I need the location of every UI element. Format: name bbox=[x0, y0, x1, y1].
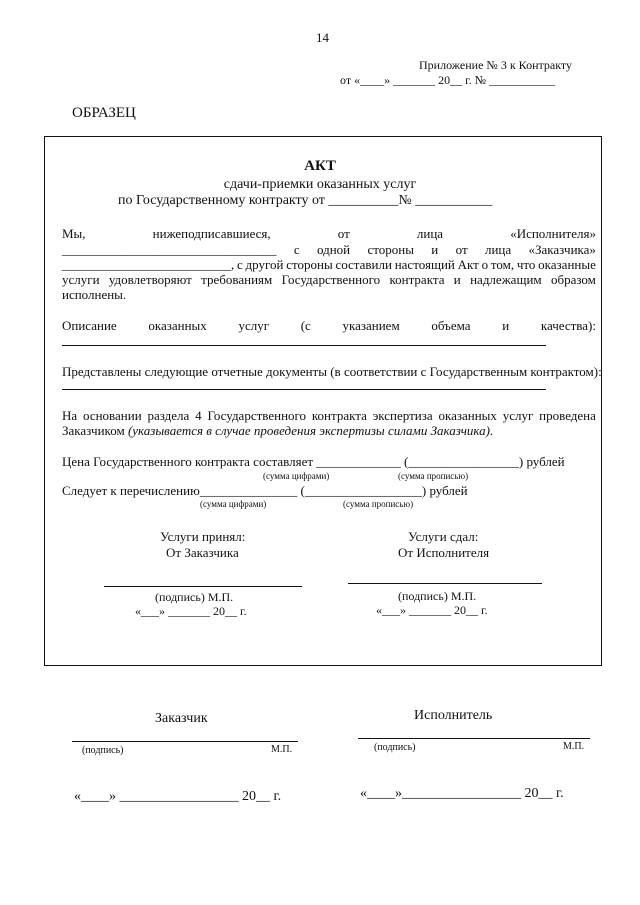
intro-word: стороны bbox=[367, 242, 414, 257]
expertise-word: проведена bbox=[539, 408, 596, 423]
expertise-word: 4 bbox=[195, 408, 202, 423]
price-line: Цена Государственного контракта составляет _____________ (_________________) рублей bbox=[62, 454, 565, 469]
intro-word: составили bbox=[335, 257, 392, 272]
intro-line-5: исполнены. bbox=[62, 287, 127, 302]
act-subtitle: сдачи-приемки оказанных услуг bbox=[223, 177, 417, 192]
intro-word: о bbox=[481, 257, 489, 272]
footer-signature-line-right bbox=[358, 738, 590, 739]
expertise-line-1 bbox=[62, 408, 596, 424]
signature-line-contractor bbox=[348, 583, 542, 584]
description-word: объема bbox=[431, 318, 471, 333]
intro-word: настоящий bbox=[394, 257, 455, 272]
footer-date-right: «____»_________________ 20__ г. bbox=[360, 786, 564, 801]
intro-word: __________________________, bbox=[62, 257, 235, 272]
intro-word: одной bbox=[316, 242, 351, 257]
intro-word: что bbox=[516, 257, 536, 272]
intro-line-3 bbox=[62, 257, 596, 273]
intro-word: контракта bbox=[389, 272, 445, 287]
footer-signature-line-left bbox=[72, 741, 298, 742]
intro-word: стороны bbox=[286, 257, 333, 272]
expertise-word: оказанных bbox=[438, 408, 497, 423]
transfer-hint-words: (сумма прописью) bbox=[343, 499, 414, 509]
intro-word: удовлетворяют bbox=[108, 272, 192, 287]
footer-sign-hint-right: (подпись) bbox=[374, 742, 416, 753]
expertise-text: Заказчиком bbox=[62, 423, 128, 438]
appendix-reference: Приложение № 3 к Контракту bbox=[419, 58, 572, 72]
description-word: указанием bbox=[342, 318, 400, 333]
intro-word: надлежащим bbox=[470, 272, 542, 287]
footer-contractor: Исполнитель bbox=[414, 708, 493, 723]
intro-word: «Заказчика» bbox=[528, 242, 596, 257]
description-word: Описание bbox=[62, 318, 117, 333]
footer-sign-hint-left: (подпись) bbox=[82, 745, 124, 756]
accepted-from: От Заказчика bbox=[166, 545, 239, 560]
sign-date-right: «___» _______ 20__ г. bbox=[376, 603, 488, 617]
intro-word: образом bbox=[550, 272, 596, 287]
intro-word: оказанные bbox=[538, 257, 596, 272]
intro-word: с bbox=[293, 242, 300, 257]
expertise-note: (указывается в случае проведения экспертизы силами Заказчика). bbox=[127, 423, 494, 438]
handed-from: От Исполнителя bbox=[398, 545, 490, 560]
accepted-title: Услуги принял: bbox=[160, 529, 246, 544]
act-title: АКТ bbox=[304, 158, 336, 174]
signature-line-customer bbox=[104, 586, 302, 587]
intro-word: Акт bbox=[457, 257, 479, 272]
expertise-word: услуг bbox=[502, 408, 534, 423]
intro-word: услуги bbox=[62, 272, 100, 287]
intro-word: требованиям bbox=[201, 272, 273, 287]
expertise-line-2 bbox=[62, 423, 493, 439]
documents-line: Представлены следующие отчетные документы (в соответствии с Государственным контрактом): bbox=[62, 364, 602, 379]
footer-mp-right: М.П. bbox=[563, 741, 585, 752]
transfer-hint-digits: (сумма цифрами) bbox=[200, 499, 267, 509]
intro-word: лица bbox=[416, 226, 444, 241]
intro-word: с bbox=[237, 257, 243, 272]
footer-mp-left: М.П. bbox=[271, 744, 293, 755]
documents-fill-line bbox=[62, 389, 546, 390]
intro-word: от bbox=[337, 226, 350, 241]
intro-line-4 bbox=[62, 272, 596, 288]
intro-word: нижеподписавшиеся, bbox=[152, 226, 271, 241]
intro-word: _________________________________ bbox=[62, 242, 277, 257]
intro-word: другой bbox=[245, 257, 284, 272]
description-word: (с bbox=[300, 318, 311, 333]
handed-title: Услуги сдал: bbox=[408, 529, 479, 544]
price-hint-digits: (сумма цифрами) bbox=[263, 471, 330, 481]
sign-hint-left: (подпись) М.П. bbox=[155, 590, 234, 604]
description-fill-line bbox=[62, 345, 546, 346]
act-contract-line: по Государственному контракту от __________№ ___________ bbox=[118, 193, 493, 208]
description-word: услуг bbox=[238, 318, 270, 333]
intro-line-1 bbox=[62, 226, 596, 242]
sign-date-left: «___» _______ 20__ г. bbox=[135, 604, 247, 618]
intro-word: «Исполнителя» bbox=[510, 226, 596, 241]
intro-word: от bbox=[455, 242, 468, 257]
description-line bbox=[62, 318, 596, 334]
intro-word: и bbox=[431, 242, 439, 257]
footer-date-left: «____» _________________ 20__ г. bbox=[74, 789, 282, 804]
sign-hint-right: (подпись) М.П. bbox=[398, 589, 477, 603]
expertise-word: раздела bbox=[147, 408, 190, 423]
transfer-line: Следует к перечислению_______________ (__________________) рублей bbox=[62, 483, 468, 498]
price-hint-words: (сумма прописью) bbox=[398, 471, 469, 481]
intro-word: и bbox=[453, 272, 461, 287]
expertise-word: На bbox=[62, 408, 78, 423]
intro-word: лица bbox=[484, 242, 512, 257]
appendix-date-line: от «____» _______ 20__ г. № ___________ bbox=[340, 73, 556, 87]
footer-customer: Заказчик bbox=[155, 711, 208, 726]
page-number: 14 bbox=[316, 30, 329, 45]
intro-word: Мы, bbox=[62, 226, 86, 241]
intro-line-2 bbox=[62, 242, 596, 258]
description-word: качества): bbox=[540, 318, 596, 333]
description-word: и bbox=[502, 318, 510, 333]
intro-word: том, bbox=[490, 257, 515, 272]
expertise-word: основании bbox=[83, 408, 142, 423]
intro-word: Государственного bbox=[281, 272, 381, 287]
expertise-word: экспертиза bbox=[372, 408, 433, 423]
description-word: оказанных bbox=[148, 318, 207, 333]
expertise-word: контракта bbox=[311, 408, 367, 423]
expertise-word: Государственного bbox=[207, 408, 307, 423]
sample-label: ОБРАЗЕЦ bbox=[72, 105, 136, 121]
